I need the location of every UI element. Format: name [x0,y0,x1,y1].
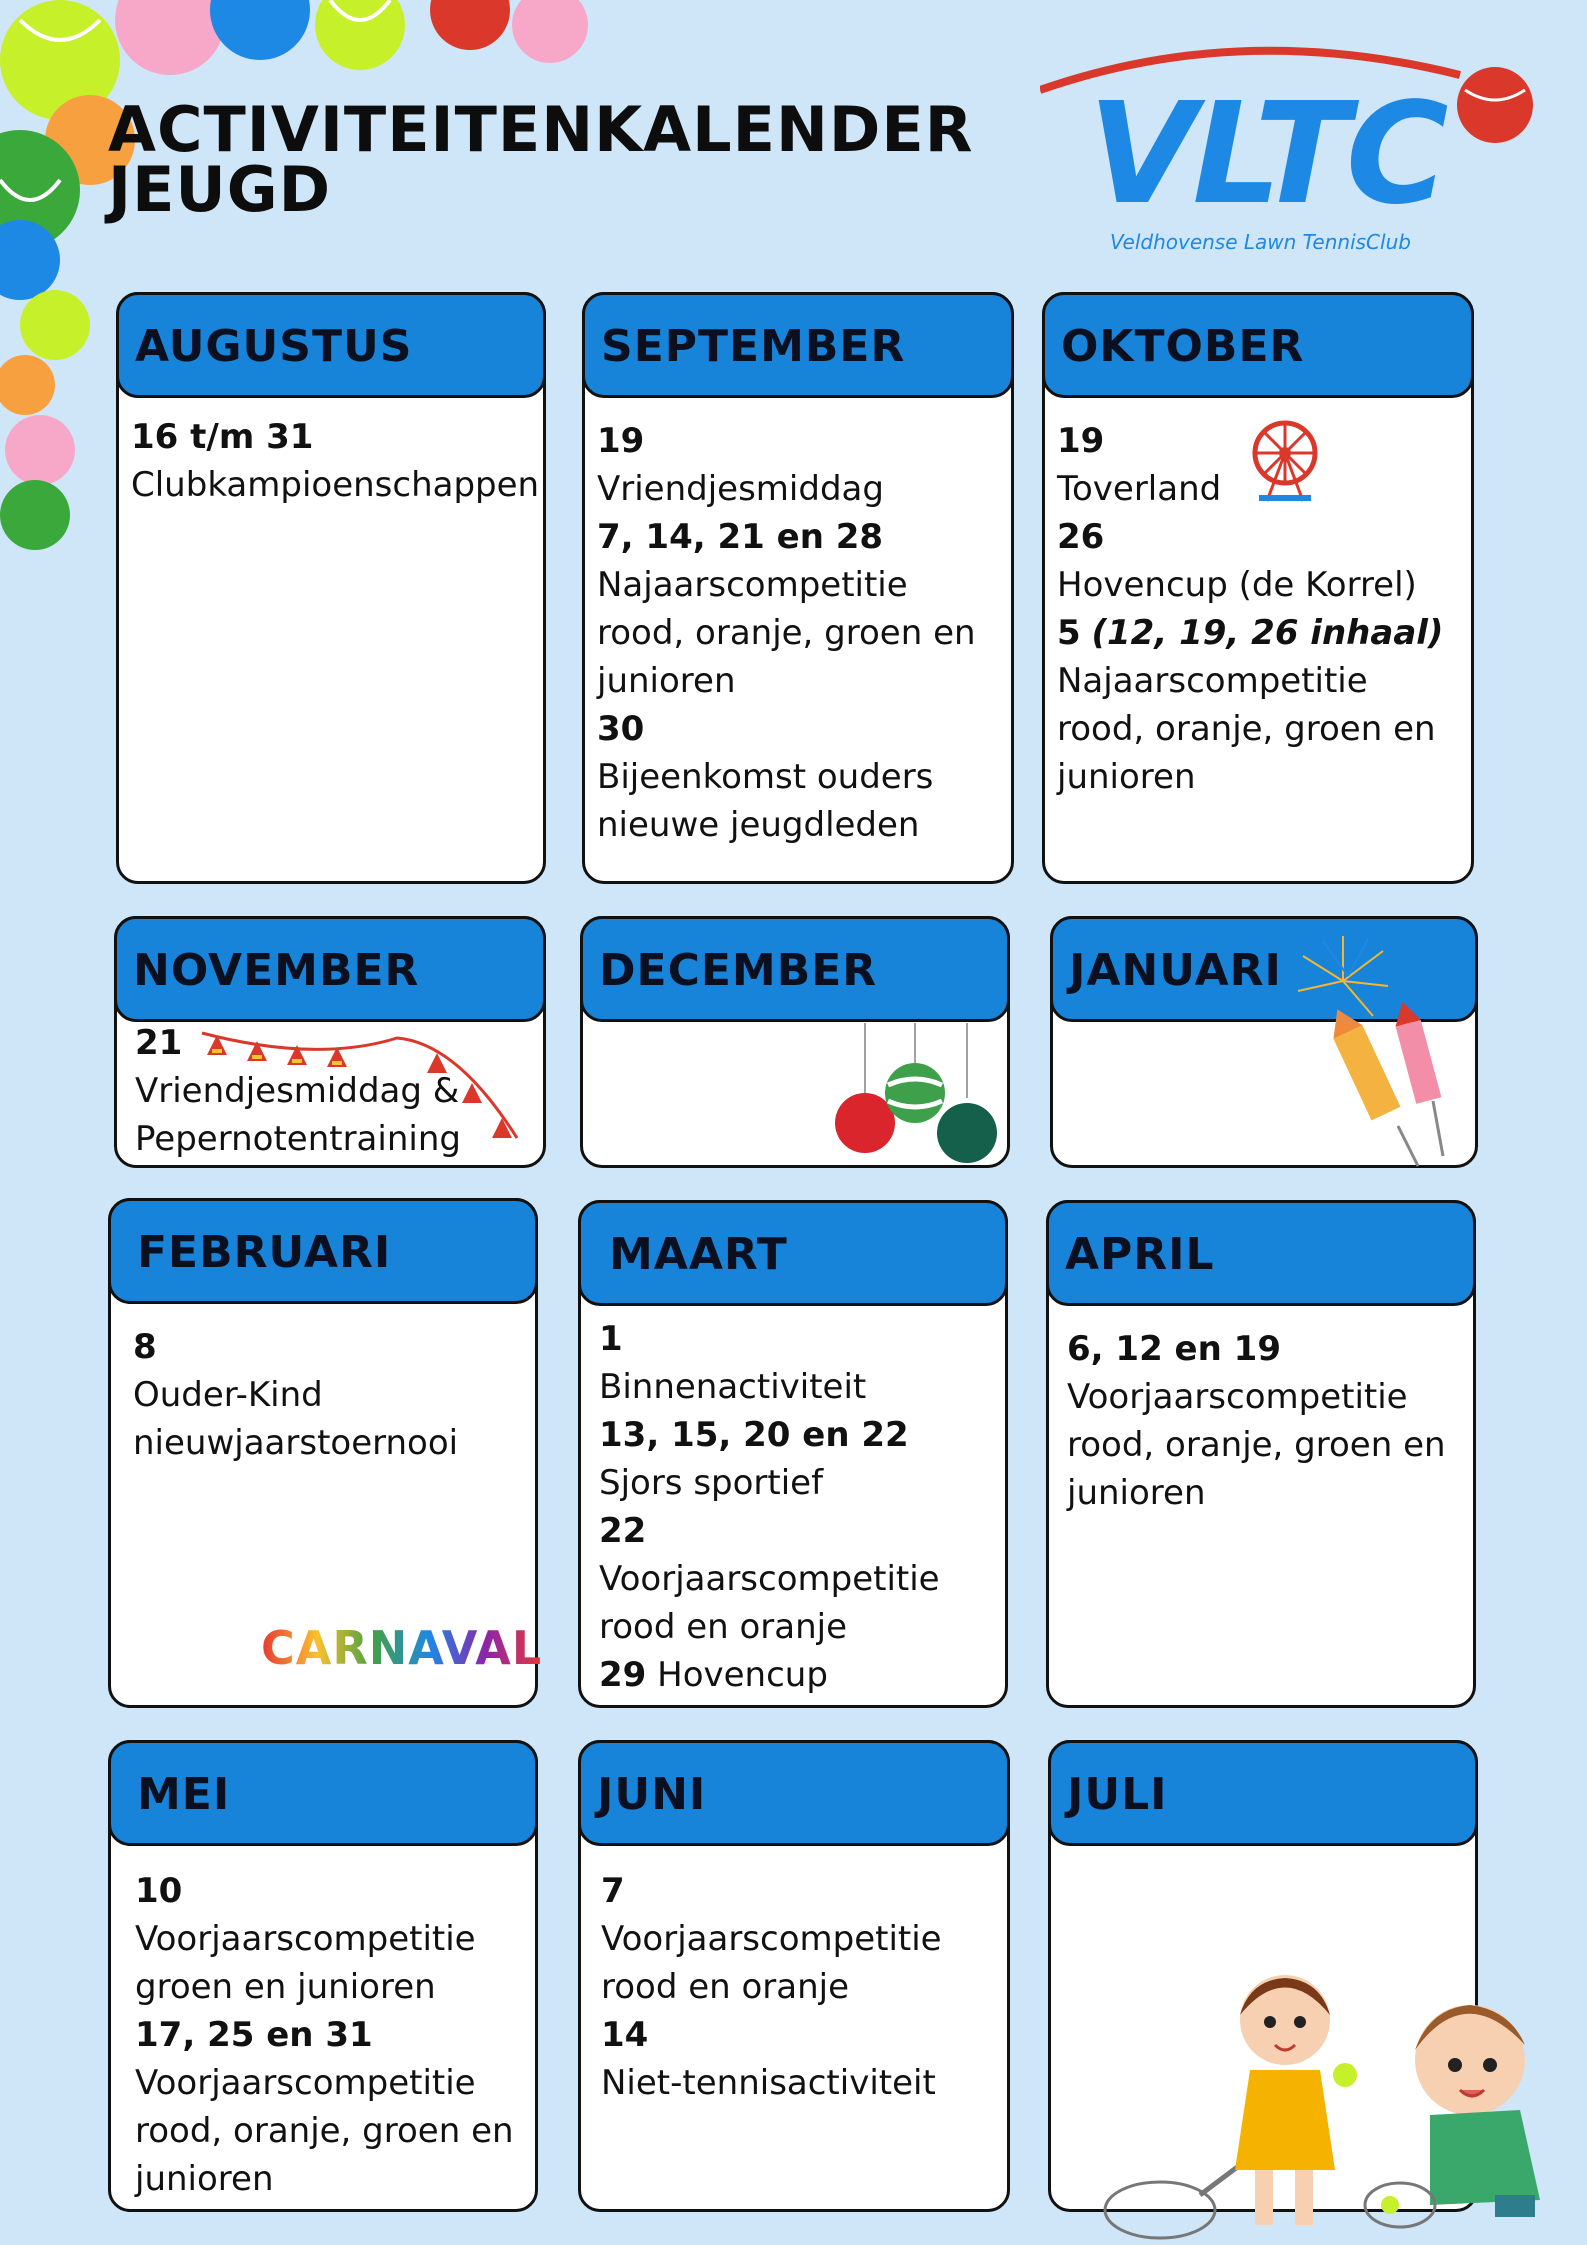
month-header [578,1740,1010,1846]
event-date: 19 [1057,421,1105,461]
carnaval-text: CARNAVAL [261,1621,543,1675]
event-text: Najaarscompetitie rood, oranje, groen en junioren [1057,661,1436,797]
month-header [582,292,1014,398]
month-name: SEPTEMBER [601,321,906,372]
month-events [601,1867,997,2107]
event-date: 22 [599,1511,647,1551]
event-text: Voorjaarscompetitie rood, oranje, groen en junioren [135,2063,514,2199]
month-name: AUGUSTUS [135,321,413,372]
event-date: 8 [133,1327,157,1367]
event-date: 16 t/m 31 [131,417,314,457]
event-date: 17, 25 en 31 [135,2015,373,2055]
carnaval-sticker [261,1621,542,1675]
event-text: Bijeenkomst ouders nieuwe jeugdleden [597,757,934,845]
event-text: Najaarscompetitie rood, oranje, groen en junioren [597,565,976,701]
month-name: DECEMBER [599,945,878,996]
event-date: 6, 12 en 19 [1067,1329,1281,1369]
month-header [1046,1200,1476,1306]
month-card-mei [108,1740,538,2212]
page-title [108,93,974,226]
month-card-oktober [1042,292,1474,884]
event-date: 7 [601,1871,625,1911]
title-line-1: ACTIVITEITENKALENDER [108,93,974,166]
month-header [1042,292,1474,398]
month-card-juni [578,1740,1010,2212]
month-header [108,1740,538,1846]
kids-tennis-illustration [1070,1950,1570,2240]
month-header [578,1200,1008,1306]
event-date: 26 [1057,517,1105,557]
month-header [116,292,546,398]
event-text: Binnenactiviteit [599,1367,867,1407]
event-text: Voorjaarscompetitie rood, oranje, groen en junioren [1067,1377,1446,1513]
month-name: JULI [1067,1769,1168,1820]
event-line [599,1651,995,1699]
month-name: JANUARI [1069,945,1282,996]
month-card-september [582,292,1014,884]
month-name: MAART [609,1229,788,1280]
month-name: APRIL [1065,1229,1215,1280]
month-name: OKTOBER [1061,321,1305,372]
event-date-line [1057,609,1461,657]
vltc-logo [1040,30,1540,270]
event-date: 13, 15, 20 en 22 [599,1415,909,1455]
christmas-ornaments-icon [833,1023,1003,1168]
logo-tagline: Veldhovense Lawn TennisClub [1110,230,1411,254]
month-name: FEBRUARI [137,1227,392,1278]
month-events [135,1019,533,1163]
event-text: Niet-tennisactiviteit [601,2063,936,2103]
event-text: Sjors sportief [599,1463,824,1503]
month-events [599,1315,995,1699]
event-date: 21 [135,1023,183,1063]
event-text: Hovencup (de Korrel) [1057,565,1417,605]
event-date: 10 [135,1871,183,1911]
event-text: Vriendjesmiddag [597,469,884,509]
fireworks-icon [1293,931,1463,1171]
month-name: MEI [137,1769,231,1820]
month-name: JUNI [597,1769,707,1820]
title-line-2: JEUGD [108,153,332,226]
month-card-augustus [116,292,546,884]
event-text: Vriendjesmiddag & Pepernotentraining [135,1071,461,1159]
month-card-januari [1050,916,1478,1168]
month-events [1057,417,1461,801]
event-date: 30 [597,709,645,749]
event-text: Hovencup [657,1655,828,1695]
month-card-november [114,916,546,1168]
month-card-december [580,916,1010,1168]
event-date-extra: (12, 19, 26 inhaal) [1091,613,1444,653]
month-events [135,1867,525,2203]
event-text: Ouder-Kind nieuwjaarstoernooi [133,1375,459,1463]
month-card-april [1046,1200,1476,1708]
month-events [131,413,540,509]
logo-brand: VLTC [1088,73,1445,236]
event-date: 5 [1057,613,1081,653]
month-header [580,916,1010,1022]
month-card-februari [108,1198,543,1708]
month-events [597,417,1001,849]
event-date: 1 [599,1319,623,1359]
event-date: 14 [601,2015,649,2055]
month-header [114,916,546,1022]
event-text: Voorjaarscompetitie rood en oranje [599,1559,940,1647]
month-events [133,1323,525,1467]
event-date: 7, 14, 21 en 28 [597,517,884,557]
event-text: Voorjaarscompetitie rood en oranje [601,1919,942,2007]
month-name: NOVEMBER [133,945,420,996]
month-card-maart [578,1200,1008,1708]
event-date: 19 [597,421,645,461]
month-events [1067,1325,1463,1517]
event-text: Clubkampioenschappen [131,465,540,505]
event-date: 29 [599,1655,647,1695]
month-header [108,1198,538,1304]
event-text: Toverland [1057,469,1222,509]
month-header [1048,1740,1478,1846]
event-text: Voorjaarscompetitie groen en junioren [135,1919,476,2007]
